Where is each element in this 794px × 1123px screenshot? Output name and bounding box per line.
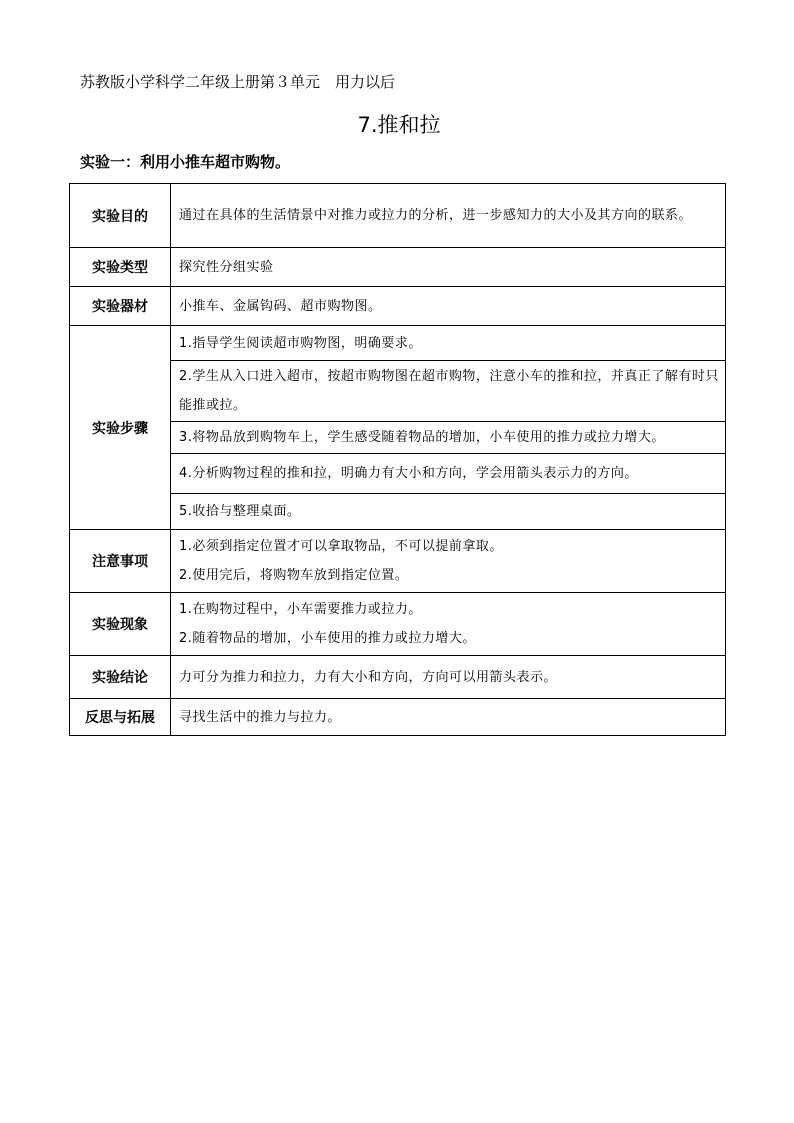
step-item: 5.收拾与整理桌面。 xyxy=(179,504,301,519)
step-item: 2.学生从入口进入超市，按超市购物图在超市购物，注意小车的推和拉，并真正了解有时只能推或拉。 xyxy=(171,361,725,422)
content-conclusion: 力可分为推力和拉力，力有大小和方向，方向可以用箭头表示。 xyxy=(171,656,726,699)
label-purpose: 实验目的 xyxy=(70,184,171,248)
label-notes: 注意事项 xyxy=(70,530,171,593)
row-reflection xyxy=(70,699,726,736)
experiment-heading: 实验一：利用小推车超市购物。 xyxy=(80,153,291,171)
content-steps xyxy=(171,326,726,530)
content-reflection: 寻找生活中的推力与拉力。 xyxy=(171,699,726,736)
note-item: 2.使用完后，将购物车放到指定位置。 xyxy=(179,568,409,583)
row-notes xyxy=(70,530,726,593)
note-item: 1.必须到指定位置才可以拿取物品，不可以提前拿取。 xyxy=(179,539,503,554)
label-steps: 实验步骤 xyxy=(70,326,171,530)
phenomenon-item: 2.随着物品的增加，小车使用的推力或拉力增大。 xyxy=(179,631,476,646)
label-phenomena: 实验现象 xyxy=(70,593,171,656)
experiment-table xyxy=(69,183,726,736)
label-type: 实验类型 xyxy=(70,248,171,287)
content-notes xyxy=(171,530,726,593)
row-purpose xyxy=(70,184,726,248)
label-materials: 实验器材 xyxy=(70,287,171,326)
label-conclusion: 实验结论 xyxy=(70,656,171,699)
phenomenon-item: 1.在购物过程中，小车需要推力或拉力。 xyxy=(179,602,422,617)
content-materials: 小推车、金属钩码、超市购物图。 xyxy=(171,287,726,326)
row-type xyxy=(70,248,726,287)
row-conclusion xyxy=(70,656,726,699)
content-type: 探究性分组实验 xyxy=(171,248,726,287)
step-item: 4.分析购物过程的推和拉，明确力有大小和方向，学会用箭头表示力的方向。 xyxy=(171,454,725,494)
course-line: 苏教版小学科学二年级上册第３单元 用力以后 xyxy=(80,73,396,91)
step-item: 1.指导学生阅读超市购物图，明确要求。 xyxy=(171,326,725,361)
lesson-title: 7.推和拉 xyxy=(357,113,441,137)
row-materials xyxy=(70,287,726,326)
content-purpose: 通过在具体的生活情景中对推力或拉力的分析，进一步感知力的大小及其方向的联系。 xyxy=(171,184,726,248)
row-steps xyxy=(70,326,726,530)
content-phenomena xyxy=(171,593,726,656)
step-item: 3.将物品放到购物车上，学生感受随着物品的增加，小车使用的推力或拉力增大。 xyxy=(171,422,725,454)
row-phenomena xyxy=(70,593,726,656)
label-reflection: 反思与拓展 xyxy=(70,699,171,736)
